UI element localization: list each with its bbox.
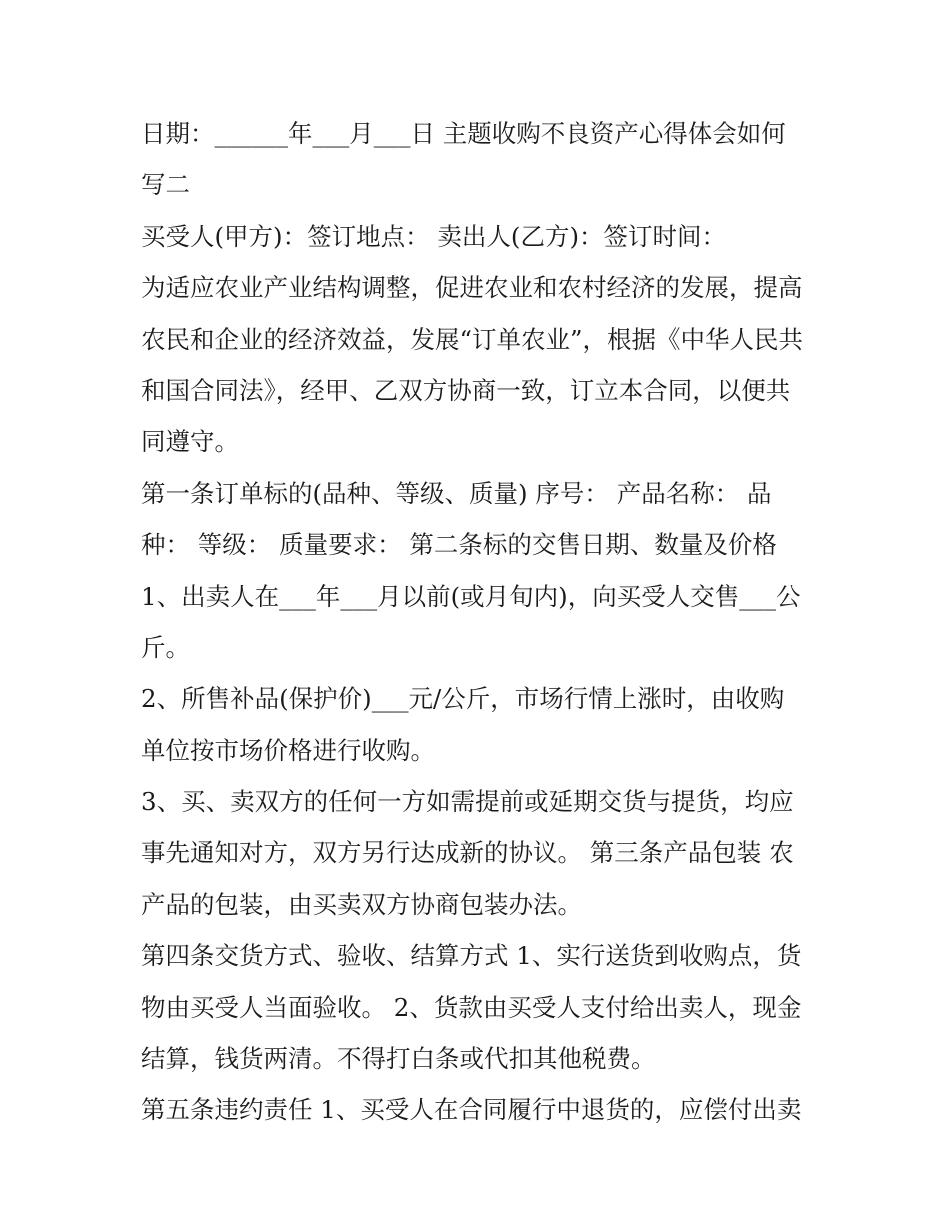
- text-line: 和国合同法》，经甲、乙双方协商一致，订立本合同，以便共: [141, 375, 791, 405]
- text-line: 产品的包装，由买卖双方协商包装办法。: [141, 889, 582, 919]
- text-line: 第四条交货方式、验收、结算方式 1、实行送货到收购点，货: [141, 941, 802, 971]
- text-line: 第五条违约责任 1、买受人在合同履行中退货的，应偿付出卖: [141, 1095, 802, 1125]
- text-line: 斤。: [141, 632, 190, 662]
- text-line: 写二: [141, 170, 190, 200]
- document-body: [141, 108, 821, 1136]
- text-line: 农民和企业的经济效益，发展“订单农业”，根据《中华人民共: [141, 324, 804, 354]
- text-line: 结算，钱货两清。不得打白条或代扣其他税费。: [141, 1044, 656, 1074]
- text-line: 种： 等级： 质量要求： 第二条标的交售日期、数量及价格: [141, 530, 777, 560]
- text-line: 事先通知对方，双方另行达成新的协议。 第三条产品包装 农: [141, 838, 794, 868]
- text-line: 单位按市场价格进行收购。: [141, 735, 435, 765]
- text-line: 买受人(甲方)：签订地点： 卖出人(乙方)：签订时间：: [141, 221, 727, 251]
- text-line: 3、买、卖双方的任何一方如需提前或延期交货与提货，均应: [141, 787, 794, 817]
- text-line: 为适应农业产业结构调整，促进农业和农村经济的发展，提高: [141, 273, 803, 303]
- text-line: 第一条订单标的(品种、等级、质量) 序号： 产品名称： 品: [141, 478, 772, 508]
- text-line: 同遵守。: [141, 427, 239, 457]
- text-line: 物由买受人当面验收。 2、货款由买受人支付给出卖人，现金: [141, 992, 802, 1022]
- text-line: 1、出卖人在___年___月以前(或月旬内)，向买受人交售___公: [141, 581, 801, 611]
- text-line: 日期：______年___月___日 主题收购不良资产心得体会如何: [141, 119, 786, 148]
- text-line: 2、所售补品(保护价)___元/公斤，市场行情上涨时，由收购: [141, 684, 785, 714]
